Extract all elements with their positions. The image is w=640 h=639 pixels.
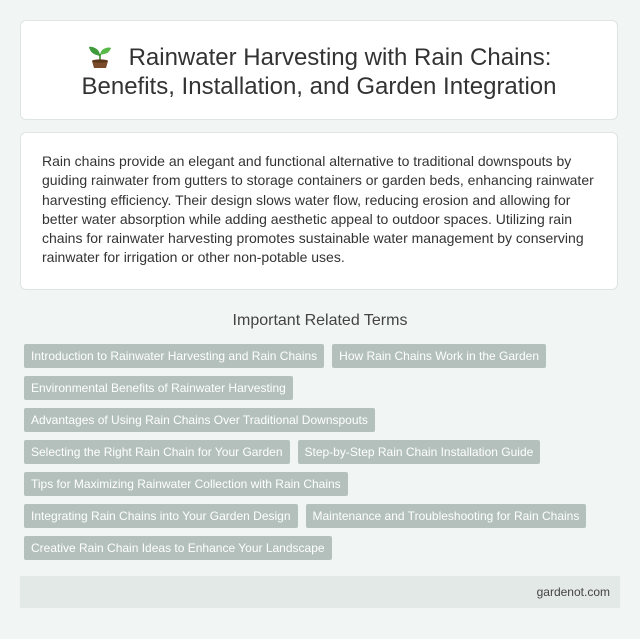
related-term-tag[interactable]: Tips for Maximizing Rainwater Collection with Rain Chains <box>24 472 348 496</box>
title-line-1: Rainwater Harvesting with Rain Chains: <box>128 44 552 71</box>
related-term-tag[interactable]: Introduction to Rainwater Harvesting and Rain Chains <box>24 344 324 368</box>
related-term-tag[interactable]: Integrating Rain Chains into Your Garden Design <box>24 504 298 528</box>
sprout-icon <box>87 43 113 69</box>
title-card <box>20 20 618 120</box>
related-term-tag[interactable]: Creative Rain Chain Ideas to Enhance Your Landscape <box>24 536 332 560</box>
footer-site-link[interactable]: gardenot.com <box>536 585 610 599</box>
related-terms-list <box>24 344 594 560</box>
intro-paragraph: Rain chains provide an elegant and functional alternative to traditional downspouts by guiding rainwater from gutters to storage containers or garden beds, enhancing rainwater harvesting efficiency. Their design slows water flow, reducing erosion and allowing for better water absorption while adding aesthetic appeal to outdoor spaces. Utilizing rain chains for rainwater harvesting promotes sustainable water management by conserving rainwater for irrigation or other non-potable uses. <box>42 153 594 266</box>
title-line-2: Benefits, Installation, and Garden Integration <box>81 73 557 100</box>
related-term-tag[interactable]: How Rain Chains Work in the Garden <box>332 344 546 368</box>
intro-card <box>20 132 618 290</box>
related-term-tag[interactable]: Step-by-Step Rain Chain Installation Guide <box>298 440 541 464</box>
page-title <box>21 43 617 101</box>
footer <box>20 576 620 608</box>
related-term-tag[interactable]: Maintenance and Troubleshooting for Rain Chains <box>306 504 587 528</box>
related-terms-heading: Important Related Terms <box>232 312 408 329</box>
related-term-tag[interactable]: Advantages of Using Rain Chains Over Traditional Downspouts <box>24 408 375 432</box>
related-term-tag[interactable]: Selecting the Right Rain Chain for Your Garden <box>24 440 290 464</box>
related-term-tag[interactable]: Environmental Benefits of Rainwater Harvesting <box>24 376 293 400</box>
